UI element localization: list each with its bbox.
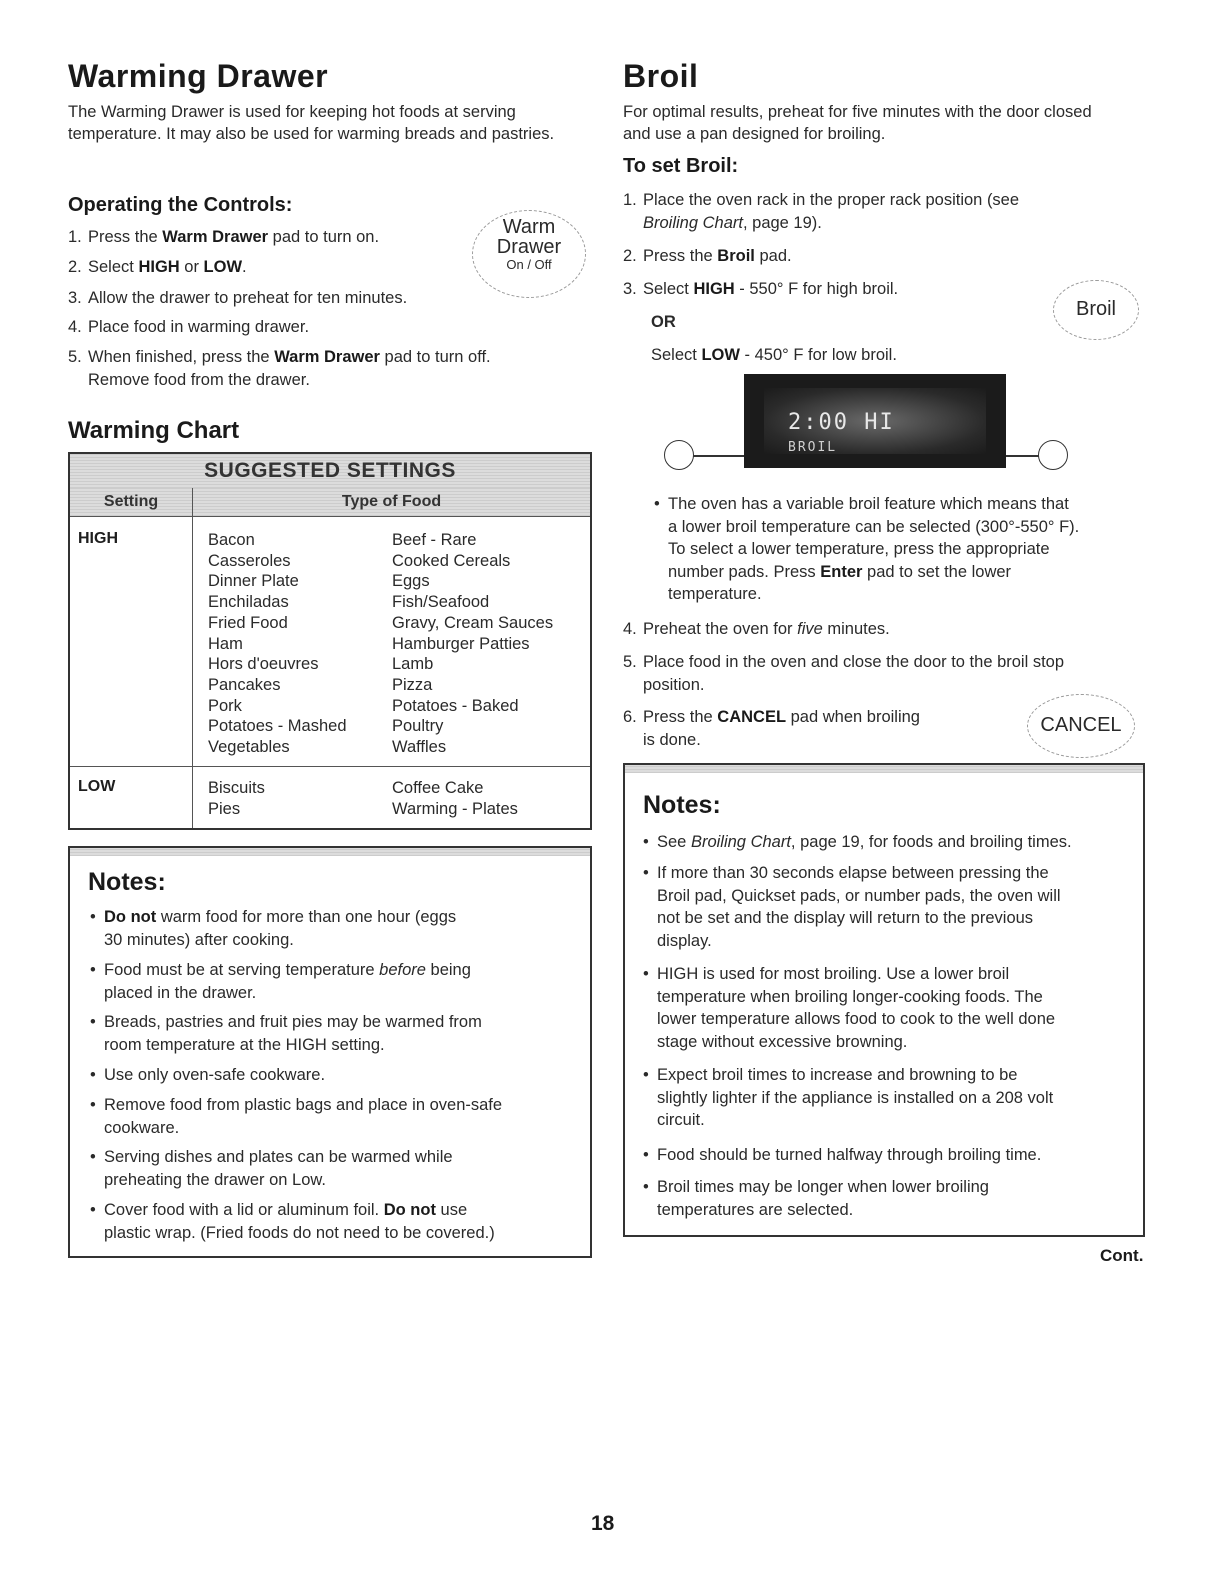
high-food-item: Potatoes - Baked: [392, 696, 519, 715]
broil-variable-note: • The oven has a variable broil feature which means that a lower broil temperature can be selected (300°-550° F). To select a lower temperature, press the appropriate number pads. Press Enter pad to set the lower temperature.: [654, 495, 1080, 603]
notes-header-strip: [625, 765, 1143, 773]
high-food-item: Hamburger Patties: [392, 634, 530, 653]
high-food-item: Enchiladas: [208, 593, 289, 612]
broil-note-4: • Expect broil times to increase and browning to be slightly lighter if the appliance is installed on a 208 volt circuit.: [643, 1066, 1054, 1129]
setting-low: LOW: [78, 778, 116, 795]
broil-title: Broil: [623, 58, 699, 94]
broil-step-4: 4. Preheat the oven for five minutes.: [623, 620, 890, 638]
warming-note-5: • Remove food from plastic bags and place in oven-safe cookware.: [90, 1096, 503, 1137]
broil-note-5: • Food should be turned halfway through broiling time.: [643, 1146, 1042, 1164]
page-number: 18: [591, 1512, 615, 1535]
chart-caption: SUGGESTED SETTINGS: [70, 454, 590, 489]
broil-step-6: 6. Press the CANCEL pad when broiling is done.: [623, 708, 920, 749]
warm-step-1: 1. Press the Warm Drawer pad to turn on.: [68, 228, 380, 246]
high-food-item: Fried Food: [208, 613, 288, 632]
high-food-item: Poultry: [392, 717, 444, 736]
high-food-item: Waffles: [392, 738, 447, 757]
high-food-item: Pork: [208, 696, 242, 715]
high-food-item: Bacon: [208, 531, 255, 549]
high-food-item: Vegetables: [208, 738, 290, 757]
warming-chart-title: Warming Chart: [68, 417, 240, 444]
high-food-item: Gravy, Cream Sauces: [392, 613, 554, 632]
broil-note-2: • If more than 30 seconds elapse between pressing the Broil pad, Quickset pads, or number pads, the oven will not be set and the display will return to the previous display.: [643, 864, 1061, 950]
col-header-food: Type of Food: [193, 488, 590, 517]
high-foods-col1: [208, 530, 347, 758]
broil-or: OR: [651, 313, 676, 331]
warming-drawer-intro: The Warming Drawer is used for keeping hot foods at serving temperature. It may also be used for warming breads and pastries.: [68, 103, 555, 143]
operating-controls-title: Operating the Controls:: [68, 194, 293, 216]
high-food-item: Pancakes: [208, 675, 281, 694]
high-food-item: Ham: [208, 634, 243, 653]
warming-note-6: • Serving dishes and plates can be warmed while preheating the drawer on Low.: [90, 1148, 453, 1189]
high-food-item: Lamb: [392, 655, 434, 674]
low-foods-col2: [392, 778, 518, 819]
warming-notes-title: Notes:: [88, 868, 166, 896]
broil-notes-title: Notes:: [643, 791, 721, 819]
high-food-item: Casseroles: [208, 551, 291, 570]
continued-label: Cont.: [1100, 1246, 1144, 1265]
low-food-item: Biscuits: [208, 779, 265, 797]
broil-pad-icon: Broil: [1053, 280, 1139, 340]
broil-note-1: • See Broiling Chart, page 19, for foods and broiling times.: [643, 833, 1072, 851]
warming-notes-box: [68, 846, 592, 1258]
warming-chart-table: [68, 452, 592, 830]
low-foods-col1: [208, 778, 265, 819]
warming-note-4: • Use only oven-safe cookware.: [90, 1066, 326, 1084]
row-divider: [70, 766, 590, 767]
broil-notes-box: [623, 763, 1145, 1237]
warm-step-4: 4. Place food in warming drawer.: [68, 318, 310, 336]
column-divider: [192, 488, 193, 828]
cancel-pad-icon: CANCEL: [1027, 694, 1135, 758]
warming-note-3: • Breads, pastries and fruit pies may be warmed from room temperature at the HIGH setting.: [90, 1013, 482, 1054]
display-wire-right: [1006, 455, 1042, 457]
broil-intro: For optimal results, preheat for five minutes with the door closed and use a pan designed for broiling.: [623, 103, 1092, 143]
warming-note-7: • Cover food with a lid or aluminum foil. Do not use plastic wrap. (Fried foods do not need to be covered.): [90, 1201, 495, 1242]
high-food-item: Dinner Plate: [208, 572, 299, 591]
high-food-item: Potatoes - Mashed: [208, 717, 347, 736]
setting-high: HIGH: [78, 530, 118, 547]
high-foods-col2: [392, 530, 553, 758]
low-food-item: Warming - Plates: [392, 799, 518, 818]
broil-step-3: 3. Select HIGH - 550° F for high broil.: [623, 280, 899, 298]
notes-header-strip: [70, 848, 590, 856]
warming-note-1: • Do not warm food for more than one hour (eggs 30 minutes) after cooking.: [90, 908, 457, 949]
oven-display-graphic: [660, 374, 1070, 474]
high-food-item: Cooked Cereals: [392, 551, 511, 570]
broil-step-1: 1. Place the oven rack in the proper rack position (see Broiling Chart, page 19).: [623, 191, 1020, 232]
high-food-item: Fish/Seafood: [392, 593, 490, 612]
warm-step-3: 3. Allow the drawer to preheat for ten minutes.: [68, 289, 408, 307]
high-food-item: Eggs: [392, 572, 430, 591]
warming-note-2: • Food must be at serving temperature before being placed in the drawer.: [90, 961, 471, 1002]
high-food-item: Hors d'oeuvres: [208, 655, 319, 674]
broil-step-3b: Select LOW - 450° F for low broil.: [651, 346, 897, 364]
to-set-broil-title: To set Broil:: [623, 155, 739, 177]
display-wire-left: [690, 455, 746, 457]
display-time-readout: 2:00 HI: [788, 410, 895, 435]
high-food-item: Pizza: [392, 675, 433, 694]
warm-step-2: 2. Select HIGH or LOW.: [68, 258, 247, 276]
warming-drawer-title: Warming Drawer: [68, 58, 329, 94]
broil-step-2: 2. Press the Broil pad.: [623, 247, 792, 265]
display-mode-readout: BROIL: [788, 440, 838, 455]
display-knob-right: [1038, 440, 1068, 470]
low-food-item: Coffee Cake: [392, 779, 484, 797]
high-food-item: Beef - Rare: [392, 531, 477, 549]
broil-note-6: • Broil times may be longer when lower broiling temperatures are selected.: [643, 1178, 989, 1219]
warm-step-5: 5. When finished, press the Warm Drawer pad to turn off. Remove food from the drawer.: [68, 348, 491, 389]
warm-drawer-pad-icon: Warm Drawer On / Off: [472, 210, 586, 298]
broil-note-3: • HIGH is used for most broiling. Use a lower broil temperature when broiling longer-cooking foods. The lower temperature allows food to cook to the well done stage without excessive browning.: [643, 965, 1056, 1051]
col-header-setting: Setting: [70, 488, 192, 517]
broil-step-5: 5. Place food in the oven and close the door to the broil stop position.: [623, 653, 1065, 694]
display-knob-left: [664, 440, 694, 470]
low-food-item: Pies: [208, 799, 241, 818]
